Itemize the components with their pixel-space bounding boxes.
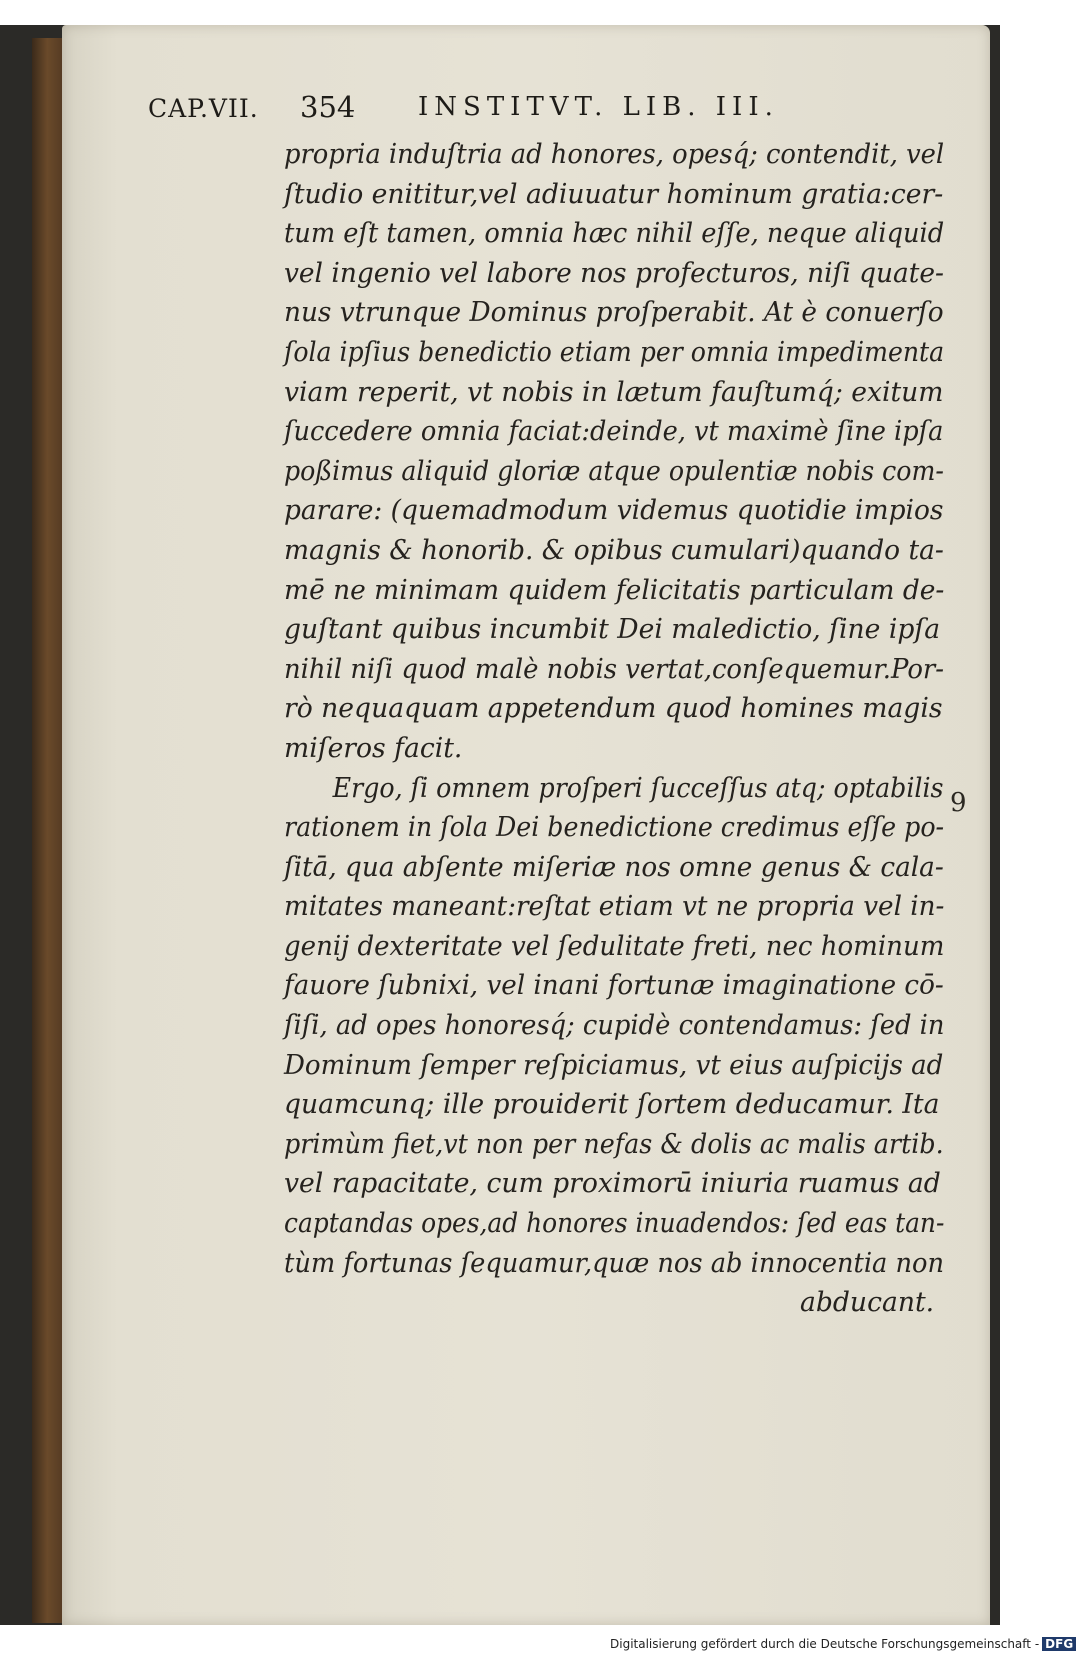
text-line: nus vtrunque Dominus proſperabit. At è conuerſo (284, 297, 944, 329)
text-line: mē ne minimam quidem felicitatis particulam de- (284, 574, 945, 606)
text-line: rationem in ſola Dei benedictione credimus eſſe po- (284, 812, 945, 844)
text-line: captandas opes,ad honores inuadendos: ſed eas tan- (284, 1208, 945, 1240)
margin-note: 9 (950, 788, 967, 818)
running-head (148, 90, 828, 130)
text-line: poßimus aliquid gloriæ atque opulentiæ nobis com- (284, 455, 944, 487)
chapter-label: CAP.VII. (148, 94, 259, 123)
catchword-line: abducant. (800, 1287, 935, 1319)
text-line: fauore ſubnixi, vel inani fortunæ imaginatione cō- (284, 970, 944, 1002)
text-line: genij dexteritate vel ſedulitate freti, nec hominum (284, 930, 945, 962)
text-line: primùm fiet,vt non per nefas & dolis ac malis artib. (284, 1128, 944, 1160)
credit-text: Digitalisierung gefördert durch die Deutsche Forschungsgemeinschaft - (610, 1637, 1040, 1651)
text-line: rò nequaquam appetendum quod homines magis (284, 693, 943, 725)
text-line: Dominum ſemper reſpiciamus, vt eius auſpicijs ad (284, 1049, 944, 1081)
text-line: tum eſt tamen, omnia hæc nihil eſſe, neque aliquid (284, 218, 945, 250)
book-title: INSTITVT. LIB. III. (418, 92, 779, 122)
dfg-logo: DFG (1042, 1637, 1076, 1651)
text-line: magnis & honorib. & opibus cumulari)quando ta- (284, 534, 944, 566)
text-line: quamcunq; ille prouiderit ſortem deducamur. Ita (284, 1089, 940, 1121)
text-line: miſeros facit. (284, 732, 463, 764)
text-line: ſtudio enititur,vel adiuuatur hominum gratia:cer- (284, 178, 944, 210)
page-number: 354 (300, 90, 356, 124)
digitization-credit (610, 1637, 1074, 1655)
text-line: nihil niſi quod malè nobis vertat,conſequemur.Por- (284, 653, 945, 685)
text-line: ſuccedere omnia faciat:deinde, vt maximè ſine ipſa (284, 416, 944, 448)
text-line: parare: (quemadmodum videmus quotidie impios (284, 495, 944, 527)
text-line: guſtant quibus incumbit Dei maledictio, ſine ipſa (284, 614, 941, 646)
text-line: ſola ipſius benedictio etiam per omnia impedimenta (284, 336, 945, 368)
paragraph-start-line: Ergo, ſi omnem proſperi ſucceſſus atq; optabilis (332, 772, 944, 804)
text-line: propria induſtria ad honores, opesq́; contendit, vel (284, 139, 945, 170)
text-line: ſiſi, ad opes honoresq́; cupidè contendamus: ſed in (284, 1010, 945, 1042)
body-text (284, 135, 954, 1323)
text-line: vel ingenio vel labore nos profecturos, niſi quate- (284, 257, 944, 289)
text-line: viam reperit, vt nobis in lætum fauſtumq́; exitum (284, 376, 944, 408)
text-line: mitates maneant:reſtat etiam vt ne propria vel in- (284, 891, 945, 923)
text-line: tùm fortunas ſequamur,quæ nos ab innocentia non (284, 1247, 945, 1279)
text-line: vel rapacitate, cum proximorū iniuria ruamus ad (284, 1168, 941, 1200)
text-line: ſitā, qua abſente miſeriæ nos omne genus & cala- (284, 851, 944, 883)
